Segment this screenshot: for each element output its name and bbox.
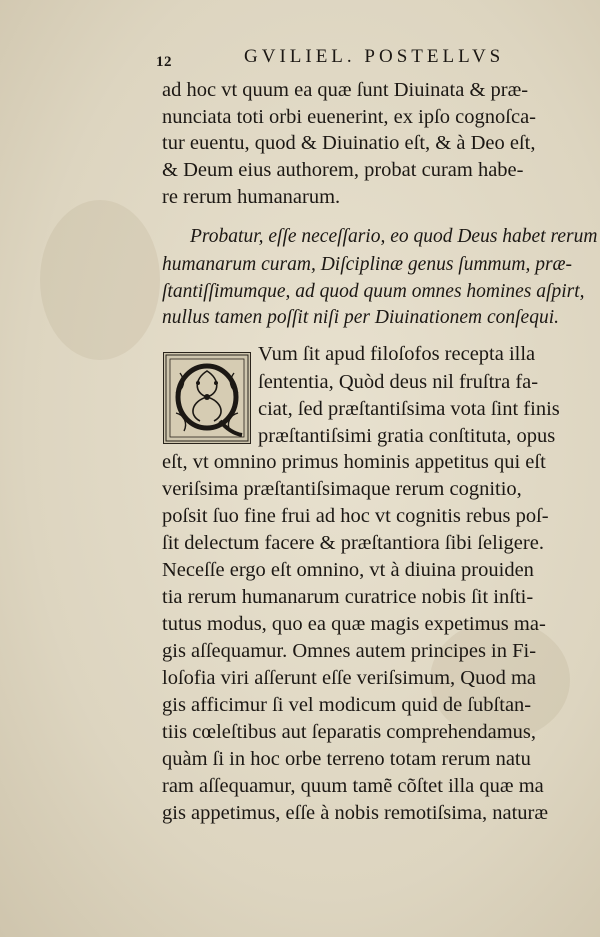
body-line: gis aſſequamur. Omnes autem principes in Fi- xyxy=(162,640,537,662)
proposition-line: Probatur, eſſe neceſſario, eo quod Deus habet rerum xyxy=(190,226,598,247)
body-line: ram aſſequamur, quum tamẽ cõſtet illa quæ ma xyxy=(162,775,544,797)
paper-stain xyxy=(40,200,160,360)
body-line: ſit delectum facere & præſtantiora ſibi ſeligere. xyxy=(162,532,544,554)
body-line: præſtantiſsimi gratia conſtituta, opus xyxy=(258,425,556,447)
intro-line: ad hoc vt quum ea quæ ſunt Diuinata & præ- xyxy=(162,79,529,101)
decorated-initial xyxy=(163,352,251,444)
body-line: Neceſſe ergo eſt omnino, vt à diuina prouiden xyxy=(162,559,534,581)
running-head: GVILIEL. POSTELLVS xyxy=(244,46,505,67)
intro-line: re rerum humanarum. xyxy=(162,186,341,208)
body-line: Vum ſit apud filoſofos recepta illa xyxy=(258,343,536,365)
intro-line: & Deum eius authorem, probat curam habe- xyxy=(162,159,524,181)
body-line: tia rerum humanarum curatrice nobis ſit inſti- xyxy=(162,586,534,608)
foliate-initial-icon xyxy=(164,353,250,443)
body-line: eſt, vt omnino primus hominis appetitus qui eſt xyxy=(162,451,546,473)
body-line: gis afficimur ſi vel modicum quid de ſubſtan- xyxy=(162,694,532,716)
body-line: ciat, ſed præſtantiſsima vota ſint finis xyxy=(258,398,560,420)
body-line: ſententia, Quòd deus nil fruſtra fa- xyxy=(258,371,539,393)
body-line: veriſsima præſtantiſsimaque rerum cognitio, xyxy=(162,478,522,500)
folio-number: 12 xyxy=(156,54,172,70)
body-line: loſofia viri aſſerunt eſſe veriſsimum, Quod ma xyxy=(162,667,537,689)
proposition-line: nullus tamen poſſit niſi per Diuinationem conſequi. xyxy=(162,307,560,328)
intro-line: nunciata toti orbi euenerint, ex ipſo cognoſca- xyxy=(162,106,536,128)
body-line: gis appetimus, eſſe à nobis remotiſsima, naturæ xyxy=(162,802,549,824)
body-line: tutus modus, quo ea quæ magis expetimus ma- xyxy=(162,613,546,635)
proposition-line: humanarum curam, Diſciplinæ genus ſummum, præ- xyxy=(162,254,573,275)
body-line: poſsit ſuo fine frui ad hoc vt cognitis rebus poſ- xyxy=(162,505,549,527)
intro-line: tur euentu, quod & Diuinatio eſt, & à Deo eſt, xyxy=(162,132,536,154)
body-line: tiis cœleſtibus aut ſeparatis comprehendamus, xyxy=(162,721,537,743)
body-line: quàm ſi in hoc orbe terreno totam rerum natu xyxy=(162,748,531,770)
proposition-line: ſtantiſſimumque, ad quod quum omnes homines aſpirt, xyxy=(162,281,585,302)
